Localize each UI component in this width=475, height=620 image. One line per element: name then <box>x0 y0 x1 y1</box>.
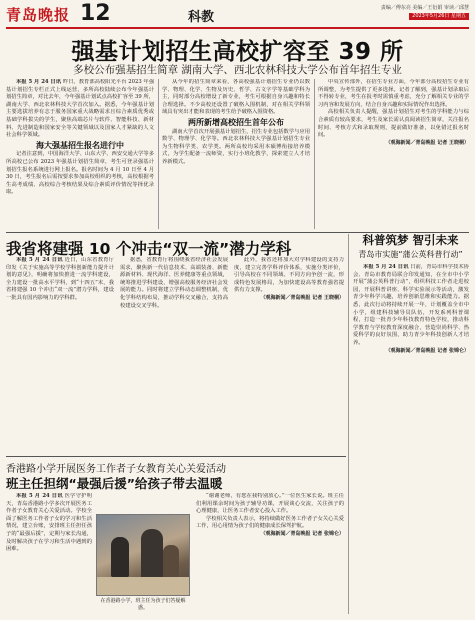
story2-col3-text: 此外，我省还将加大对学科建设的支持力度，建立完善学科评价体系，实施分类评价，引导高校在不同领域、不同方向争创一流，形成特色发展格局，为加快建设高等教育强省提供有力支撑。 <box>234 257 344 294</box>
story4-col3-text: 学校相关负责人表示，将持续做好医务工作者子女关心关爱工作，用心用情为孩子们的健康成长保驾护航。 <box>196 515 344 530</box>
story3-byline: 本报 5 月 24 日讯 <box>363 264 409 270</box>
lead-col2-text: 从今年的招生简章来看，各高校强基计划招生专业仍以数学、物理、化学、生物及历史、哲学、古文字学等基础学科为主，同时部分高校增设了新专业，考生可根据自身兴趣和特长合理选择。不少高校还设置了破格入围机制，对在相关学科领域具有突出才能和表现的考生给予破格入围资格。 <box>162 79 310 116</box>
lead-col1-text2: 记者注意到，中国海洋大学、山东大学、西安交通大学等多所高校已公布 2023 年强基计划招生简章，考生可登录强基计划招生报名系统进行网上报名。报名时间为 4 月 10 日至 4 月 30 日，考生报名后需按要求参加高校组织的考核，高校根据考生高考成绩、高校综合考核结果及综合素质评价情况等择优录取。 <box>6 151 154 196</box>
lead-column-3 <box>318 79 469 229</box>
story4-col1-text: 医学守护明天，青岛香港路小学多次开展医务工作者子女教育关心关爱活动。学校全面了解医务工作者子女的学习和生活情况，建立台账，安排班主任担任孩子的“最强后援”，定期与家长沟通，及时解决孩子在学习和生活中遇到的困难。 <box>6 493 92 553</box>
story2-column-1 <box>6 257 114 453</box>
lead-col1-text: 昨日，教育部高校阳光平台 2023 年强基计划招生专栏正式上线运营，多所高校陆续公布今年强基计划招生简章，对比去年，今年强基计划试点高校扩容至 39 所，湖南大学、西北农林科技大学首次加入。据悉，今年强基计划主要选拔培养有志于服务国家重大战略需求且综合素质优秀或基础学科拔尖的学生，聚焦高端芯片与软件、智能科技、新材料、先进制造和国家安全等关键领域以及国家人才紧缺的人文社会科学领域。 <box>6 79 154 139</box>
lead-col2-text2: 湖南大学首次开展强基计划招生，招生专业包括数学与应用数学、物理学、化学等。西北农林科技大学强基计划招生专业为生物科学类、农学类。两所高校均采用本硕博衔接培养模式，为学生配备一流师资，实行小班化教学，探索建立人才培养新模式。 <box>162 128 310 165</box>
story4-headline: 班主任担纲“最强后援”给孩子带去温暖 <box>6 476 223 491</box>
photo-figure <box>111 537 129 577</box>
lead-subtitle-1: 海大强基招生报名进行中 <box>36 140 124 150</box>
editor-line: 责编／傅东亮 美编／王衍娟 审读／邱慧 <box>380 5 469 11</box>
story4-credit: （观海新闻／青岛晚报 记者 张锦仑） <box>260 530 344 537</box>
story2-column-2 <box>120 257 228 453</box>
photo-figure <box>163 545 179 579</box>
story3-subhead: 青岛市实施“蒲公英科普行动” <box>358 250 463 259</box>
story-divider <box>6 456 346 457</box>
story2-byline: 本报 5 月 24 日讯 <box>16 257 63 263</box>
masthead <box>6 1 469 28</box>
story2-headline: 我省将建强 10 个冲击“双一流”潜力学科 <box>6 240 292 258</box>
story2-column-3 <box>234 257 344 453</box>
lead-column-2 <box>162 79 310 229</box>
photo-figure <box>141 529 163 579</box>
page-number: 12 <box>80 1 111 26</box>
column-divider <box>158 79 159 229</box>
story2-col1-text: 近日，山东省教育厅印发《关于实施高等学校学科创新能力提升计划的意见》，明确将加快推进一流学科建设，全力建设一批高水平学科，到“十四五”末，我省将建强 10 个冲击“双一流”潜力学科，建设一批具有国内影响力的学科群。 <box>6 257 114 301</box>
story2-col2-text: 据悉，省教育厅将围绕我省经济社会发展需求，聚焦新一代信息技术、高端装备、新能源新材料、现代海洋、医养健康等重点领域，统筹推进学科建设，增强高校服务经济社会发展的能力。同时将建立学科动态调整机制，优化学科结构布局，推动学科交叉融合，支持高校建设交叉学科。 <box>120 257 228 309</box>
story3-headline: 科普筑梦 智引未来 <box>362 233 459 247</box>
story4-column-2 <box>196 493 344 615</box>
section-title: 科教 <box>188 10 215 25</box>
newspaper-logo: 青岛晚报 <box>6 6 71 24</box>
masthead-rule <box>6 27 469 29</box>
lead-subhead: 多校公布强基招生简章 湖南大学、西北农林科技大学公布首年招生专业 <box>73 64 402 76</box>
editor-credits <box>381 5 469 20</box>
story4-photo <box>96 514 190 596</box>
story3-text: 日前，青岛市科学技术协会、青岛市教育局联合印发通知，在全市中小学开展“蒲公英科普行动”，组织科技工作者走进校园，开展科普讲座、科学实验展示等活动，激发青少年科学兴趣，培养创新思维和实践能力。据悉，此次行动将持续开展一年，计划覆盖全市中小学，组建科技辅导员队伍，开发系列科普课程，打造一批青少年科技教育特色学校，推动科学教育与学校教育深度融合，营造崇尚科学、热爱科学的良好氛围，助力青少年科技创新人才培养。 <box>353 264 469 346</box>
photo-caption: 在香港路小学，班主任为孩子们答疑解惑。 <box>100 598 186 611</box>
story4-kicker: 香港路小学开展医务工作者子女教育关心关爱活动 <box>6 464 226 475</box>
story3-column <box>353 264 469 614</box>
issue-date: 2023年5月26日 星期五 <box>409 13 469 20</box>
story4-byline: 本报 5 月 24 日讯 <box>16 493 63 499</box>
lead-column-1 <box>6 79 154 229</box>
lead-credit: （观海新闻／青岛晚报 记者 王晓桐） <box>385 139 469 146</box>
lead-col3-text2: 高校相关负责人提醒，强基计划招生对考生的学科能力与综合素质有较高要求，考生及家长需认真阅读招生简章，关注报名时间、考核方式和录取规则，提前做好准备，以免错过报名时间。 <box>318 109 469 139</box>
column-divider <box>314 79 315 229</box>
story3-credit: （观海新闻／青岛晚报 记者 张锦仑） <box>385 347 469 354</box>
story4-col2-text: “谢谢老师，有您在我特别放心。”一位医生家长说。班主任们利用课余时间为孩子辅导功课，开展谈心交流，关注孩子的心理健康，让医务工作者安心投入工作。 <box>196 493 344 515</box>
photo-desk <box>97 577 190 596</box>
lead-subtitle-2: 两所新增高校招生首年公布 <box>188 117 284 127</box>
lead-byline: 本报 5 月 24 日讯 <box>16 79 62 85</box>
story4-column-1 <box>6 493 92 615</box>
lead-col3-text: 中央宣传部外，在招生专业方面，今年部分高校招生专业有所调整，为考生提供了更多选择。记者了解到，强基计划录取后不得转专业，考生在报考时需慎重考虑，充分了解相关专业的学习内容和发展方向，结合自身兴趣和实际情况作出选择。 <box>318 79 469 108</box>
lead-headline: 强基计划招生高校扩容至 39 所 <box>71 39 404 65</box>
story2-credit: （观海新闻／青岛晚报 记者 王晓桐） <box>260 294 344 301</box>
column-divider <box>348 234 349 614</box>
